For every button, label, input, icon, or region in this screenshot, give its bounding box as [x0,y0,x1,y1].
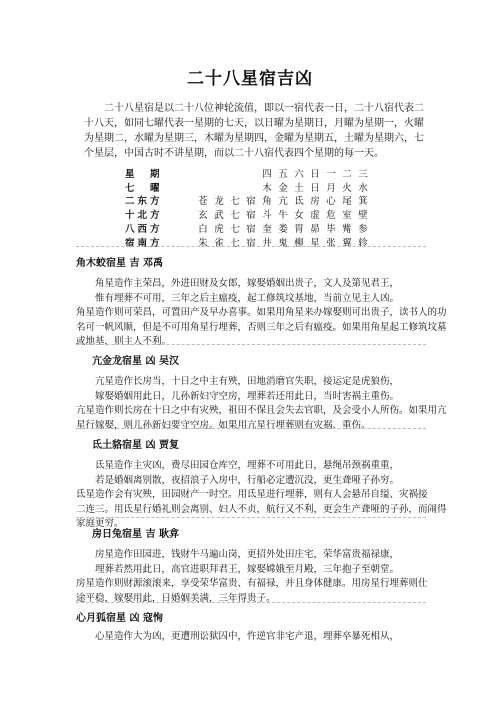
body-line: 嫁娶婚姻用此日，儿孙新妇守空房，埋葬若还用此日，当时害祸主重伤。 [76,390,400,402]
table-cell: 宿 [246,196,256,207]
table-cell: 朱 [198,238,208,249]
table-cell: 觜 [342,224,352,235]
table-cell: 亢 [278,196,288,207]
table-cell: 木 [262,183,272,194]
body-line: 惟有埋葬不可用，三年之后主瘟疫，起工修筑坟基地，当前立见主人凶。 [76,292,400,304]
intro-text: 二十八星宿是以二十八位神轮流值，即以一宿代表一日，二十八宿代表二十八天，如同七曜代表一星期的七天，以日曜为星期日，月曜为星期一，火曜为星期二，水曜为星期三，木曜为星期四，金曜为星期五，土曜为星期六，七个星层，中国古时不讲星期，而以二十八宿代表四个星期的每一天。 [84,103,424,159]
table-cell: 七 [230,224,240,235]
table-cell: 日 [310,169,320,180]
section-body [76,459,447,532]
body-line: 星行嫁娶，则儿孙新妇要守空房。如果用亢星行埋葬则有灾祸、重伤。 [76,419,371,431]
table-cell: 箕 [358,196,368,207]
body-line: 房星造作田园进，钱财牛马遍山岗，更招外处田庄宅，荣华富贵福禄康， [76,549,400,560]
table-cell: 虎 [214,224,224,235]
body-line: 角星造作则可荣昌，可置田产及早办喜事。如果用角星来办嫁娶则可出贵子，读书人的功 [76,307,447,319]
table-cell: 雀 [214,238,224,249]
table-cell: 尾 [342,196,352,207]
body-line: 房星造作则财源滚滚来，享受荣华富贵、有福禄，并且身体健康。用房星行埋葬则仕 [76,578,428,590]
table-cell: 土 [294,183,304,194]
table-cell: 鬼 [278,238,288,249]
table-cell: 宿 [246,210,256,221]
table-cell: 翼 [342,238,352,249]
body-line: 若是婚姻离别散，夜招浪子入房中，行船必定遭沉没，更生聋哑子孙穷。 [76,474,400,486]
table-cell: 斗 [262,210,272,221]
row-label: 八西方 [125,224,163,235]
body-line: 氐星造作会有灾殃，田园财产一时空。用氐星进行埋葬，则有人会悬吊自缢、灾祸接 [76,489,428,501]
body-line: 埋葬若然用此日，高官进职拜君王，嫁娶嫦娥至月殿，三年抱子至朝堂。 [76,563,400,575]
table-cell: 六 [294,169,304,180]
body-line: 途平稳，嫁娶用此，日婚姻美满，三年得贵子。 [76,592,276,604]
table-cell: 白 [198,224,208,235]
table-cell: 七 [230,210,240,221]
table-cell: 玄 [198,210,208,221]
row-label: 七 曜 [125,183,163,194]
body-line: 氐星造作主灾凶，费尽田园仓库空，埋葬不可用此日，悬绳吊颈祸重重， [76,460,400,471]
table-cell: 参 [358,224,368,235]
section-divider [76,517,426,518]
body-line: 角星造作主荣昌，外进田财及女郎，嫁娶婚姻出贵子，文人及第见君王， [76,278,400,289]
table-cell: 壁 [358,210,368,221]
table-cell: 女 [294,210,304,221]
body-line: 名可一帆风顺，但是不可用角星行埋葬，否则三年之后有瘟疫。如果用角星起工修筑坟墓 [76,321,447,333]
table-cell: 牛 [278,210,288,221]
table-cell: 危 [326,210,336,221]
section-heading: 亢金龙宿星 凶 吴汉 [92,356,179,367]
table-cell: 室 [342,210,352,221]
section-body [76,630,426,645]
table-cell: 毕 [326,224,336,235]
body-line: 亢星造作则长房在十日之中有灾殃，祖田不保且会失去官职，及会受小人所伤。如果用亢 [76,405,447,417]
table-cell: 昴 [310,224,320,235]
section-divider [76,602,426,603]
table-cell: 七 [230,238,240,249]
body-line: 或地基，则主人不利。 [76,336,172,348]
table-cell: 五 [278,169,288,180]
table-cell: 一 [326,169,336,180]
body-line: 家庭更穷。 [76,518,124,530]
section-heading: 氐土貉宿星 凶 贾复 [92,440,179,451]
section-heading: 房日兔宿星 吉 耿弇 [92,529,179,540]
section-body [76,548,426,606]
table-cell: 宿 [246,224,256,235]
table-cell: 二 [342,169,352,180]
section-divider [76,344,426,345]
section-heading: 心月狐宿星 凶 寇恂 [76,613,163,624]
table-cell: 角 [262,196,272,207]
table-cell: 娄 [278,224,288,235]
table-cell: 七 [230,196,240,207]
table-cell: 水 [358,183,368,194]
section-divider [76,428,426,429]
row-label: 星 期 [125,169,163,180]
body-line: 亢星造作长房当，十日之中主有殃，田地消磨官失职，接运定是虎狼伤， [76,376,400,387]
table-cell: 四 [262,169,272,180]
table-cell: 星 [310,238,320,249]
table-cell: 井 [262,238,272,249]
table-cell: 奎 [262,224,272,235]
table-cell: 房 [310,196,320,207]
table-cell: 火 [342,183,352,194]
table-cell: 心 [326,196,336,207]
table-cell: 胃 [294,224,304,235]
table-cell: 日 [310,183,320,194]
table-cell: 张 [326,238,336,249]
table-cell: 武 [214,210,224,221]
table-cell: 苍 [198,196,208,207]
section-body [76,375,447,433]
row-label: 十北方 [125,210,163,221]
section-divider [76,246,426,247]
body-line: 心星造作大为凶，更遭刑讼狱囚中，忤逆官非宅产退，埋葬卒暴死相从， [76,631,400,642]
table-cell: 金 [278,183,288,194]
table-cell: 虚 [310,210,320,221]
table-cell: 氐 [294,196,304,207]
body-line: 二连三。用氐星行婚礼则会离别、妇人不贞，航行又不利，更会生产聋哑的子孙，而闹得 [76,503,447,515]
page-title: 二十八星宿吉凶 [187,69,313,89]
section-heading: 角木蛟宿星 吉 邓禹 [76,258,163,269]
section-body [76,277,447,350]
intro-paragraph [84,101,430,161]
table-cell: 三 [358,169,368,180]
table-cell: 柳 [294,238,304,249]
table-cell: 轸 [358,238,368,249]
table-cell: 月 [326,183,336,194]
table-cell: 宿 [246,238,256,249]
row-label: 宿南方 [125,238,163,249]
row-label: 二东方 [125,196,163,207]
table-cell: 龙 [214,196,224,207]
